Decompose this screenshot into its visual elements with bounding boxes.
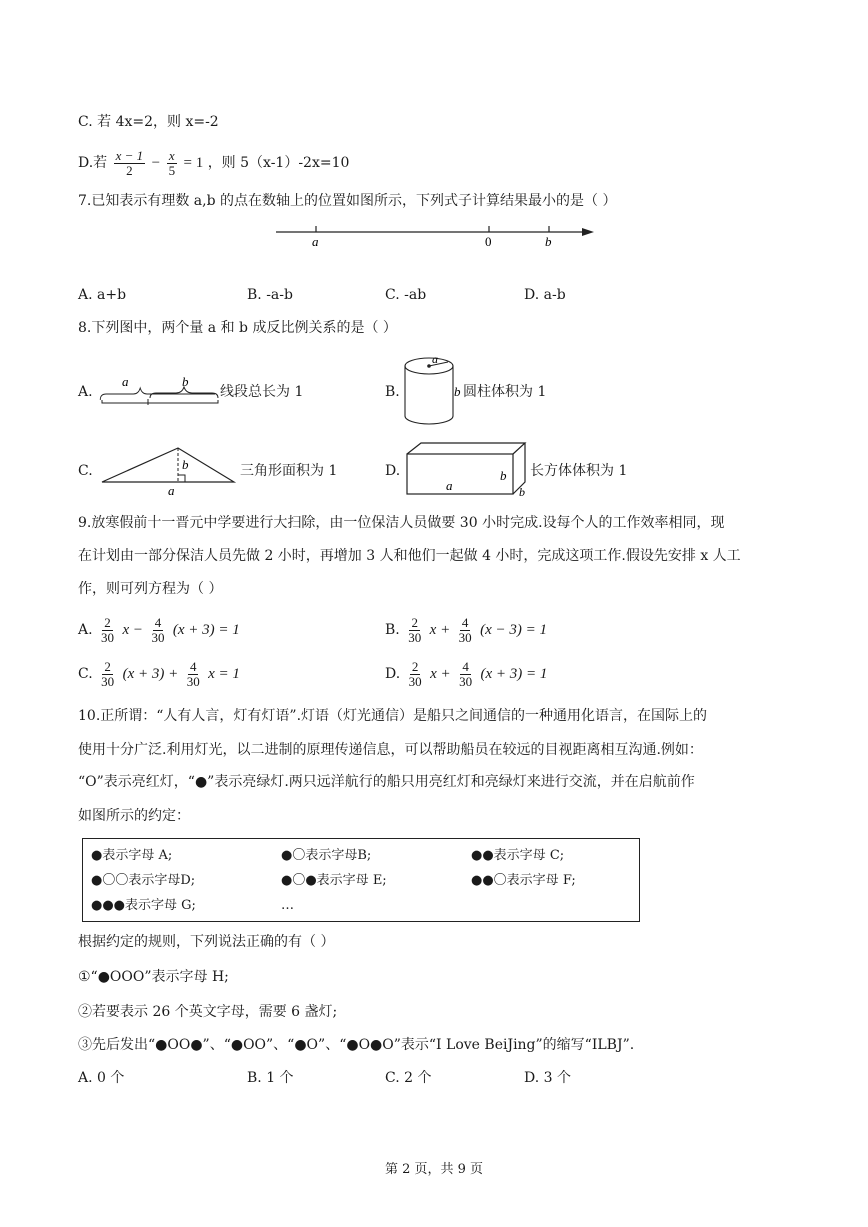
code-f: ●●〇表示字母 F; [471,873,576,888]
q6-option-d-suffix: ，则 5（x-1）-2x=10 [207,155,350,171]
code-c: ●●表示字母 C; [471,848,565,863]
q6-frac1-num: x − 1 [115,147,144,163]
q10-statement-1: ①“●OOO”表示字母 H; [78,969,229,985]
q6-option-d-prefix: D.若 [78,155,108,171]
q9a-n2: 4 [154,614,162,630]
q8-d-text: 长方体体积为 1 [530,463,628,479]
q9d-d2: 30 [459,673,473,689]
label-a: a [312,234,319,249]
q10-line-3: “O”表示亮红灯，“●”表示亮绿灯.两只远洋航行的船只用亮红灯和亮绿灯来进行交流，并在启航前作 [78,774,695,790]
code-e: ●〇●表示字母 E; [281,873,387,888]
q7-number-line [270,218,600,252]
q6-frac2-den: 5 [168,162,176,178]
q8-d-label: D. [385,463,401,479]
q7-stem: 7.已知表示有理数 a,b 的点在数轴上的位置如图所示，下列式子计算结果最小的是（ ） [78,193,617,209]
q8d-var-a: a [446,478,453,493]
code-b: ●〇表示字母B; [281,848,372,863]
q8-c-label: C. [78,463,93,479]
q8-c-text: 三角形面积为 1 [240,463,338,479]
q9a-label: A. [78,622,93,638]
q10-option-a: A. 0 个 [78,1070,125,1086]
q9b-mid1: x + [429,622,451,638]
q9a-mid2: (x + 3) = 1 [172,622,240,638]
q10-line-2: 使用十分广泛.利用灯光，以二进制的原理传递信息，可以帮助船员在较远的目视距离相互沟通.例如： [78,742,703,758]
q6-minus: − [151,155,161,171]
q9b-label: B. [385,622,400,638]
q9d-label: D. [385,666,401,682]
q8-a-text: 线段总长为 1 [220,384,304,400]
q9b-d2: 30 [458,629,472,645]
q6-frac2-num: x [168,147,175,163]
q8-b-label: B. [385,384,400,400]
q6-frac1-den: 2 [126,162,133,178]
q8b-var-b: b [454,384,461,399]
q9-option-c [78,656,240,692]
q9a-n1: 2 [104,614,111,630]
q9c-d1: 30 [101,673,115,689]
q9d-mid2: (x + 3) = 1 [480,666,548,682]
q10-code-table [82,838,640,922]
q8a-var-b: b [182,374,189,389]
q6-option-c: C. 若 4x=2，则 x=-2 [78,114,219,130]
q9a-mid1: x − [122,622,143,638]
q7-option-b: B. -a-b [247,287,293,303]
q9-option-b [385,612,547,648]
q9a-d2: 30 [151,629,165,645]
page-footer: 第 2 页，共 9 页 [384,1162,484,1177]
q9c-mid1: (x + 3) + [122,666,179,682]
q10-statement-3: ③先后发出“●OO●”、“●OO”、“●O”、“●O●O”表示“I Love BeiJing”的缩写“ILBJ”. [78,1037,635,1053]
q9a-d1: 30 [101,629,115,645]
q8b-var-a: a [432,352,438,366]
q9c-n1: 2 [104,658,111,674]
q6-fraction-1 [114,149,146,178]
q10-line-4: 如图所示的约定： [78,808,190,824]
q8c-var-b: b [182,457,189,472]
q10-option-c: C. 2 个 [385,1070,432,1086]
q8-b-text: 圆柱体积为 1 [463,384,547,400]
label-zero: 0 [485,234,492,249]
q10-line-1: 10.正所谓：“人有人言，灯有灯语”.灯语（灯光通信）是船只之间通信的一种通用化语言，在国际上的 [78,708,708,724]
q6-equals: = 1 [183,155,204,171]
q10-after: 根据约定的规则，下列说法正确的有（ ） [78,934,335,950]
q9b-n2: 4 [461,614,469,630]
q8-b-cylinder [400,352,462,428]
q9d-n1: 2 [411,658,419,674]
q8-stem: 8.下列图中，两个量 a 和 b 成反比例关系的是（ ） [78,320,397,336]
q9-line-3: 作，则可列方程为（ ） [78,581,223,597]
q8-d-cuboid [404,440,530,498]
code-ellipsis: … [281,898,294,913]
q9b-n1: 2 [411,614,418,630]
q8a-var-a: a [122,374,129,389]
arrow-right-icon [582,228,594,236]
q9c-n2: 4 [189,658,197,674]
q9c-mid2: x = 1 [208,666,240,682]
label-b: b [545,234,552,249]
q10-statement-2: ②若要表示 26 个英文字母，需要 6 盏灯; [78,1004,338,1020]
q8c-var-a: a [168,483,175,498]
q10-option-d: D. 3 个 [524,1070,571,1086]
q10-option-b: B. 1 个 [247,1070,294,1086]
q9d-mid1: x + [430,666,451,682]
q9-line-1: 9.放寒假前十一晋元中学要进行大扫除，由一位保洁人员做要 30 小时完成.设每个人的工作效率相同，现 [78,515,725,531]
q6-option-d [78,148,349,178]
q9c-label: C. [78,666,93,682]
q9c-d2: 30 [186,673,200,689]
q8d-var-b-front: b [500,468,507,483]
q9-option-d [385,656,547,692]
q9-line-2: 在计划由一部分保洁人员先做 2 小时，再增加 3 人和他们一起做 4 小时，完成这项工作.假设先安排 x 人工 [78,548,741,564]
q6-fraction-2 [167,149,178,178]
q9-option-a [78,612,240,648]
q9d-n2: 4 [462,658,469,674]
code-g: ●●●表示字母 G; [91,898,196,913]
q9b-mid2: (x − 3) = 1 [480,622,547,638]
code-d: ●〇〇表示字母D; [91,873,196,888]
q7-option-a: A. a+b [78,287,127,303]
q8d-var-b-side: b [519,485,525,498]
code-a: ●表示字母 A; [91,848,173,863]
q7-option-c: C. -ab [385,287,427,303]
q8-c-triangle [98,442,238,498]
q8-a-label: A. [78,384,93,400]
q7-option-d: D. a-b [524,287,566,303]
q8-a-figure [96,370,220,410]
q9d-d1: 30 [408,673,422,689]
q9b-d1: 30 [408,629,422,645]
